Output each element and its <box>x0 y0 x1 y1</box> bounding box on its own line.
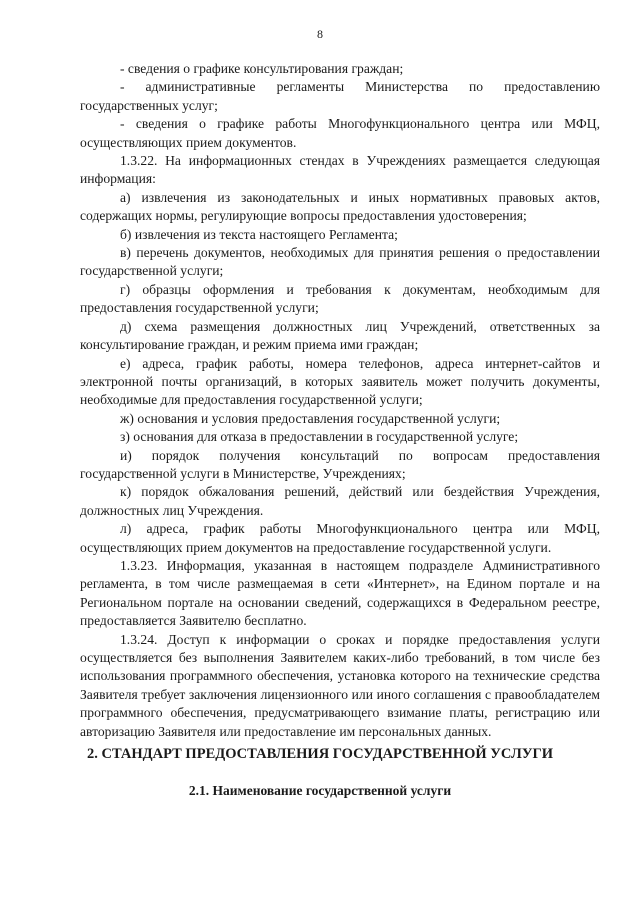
page-number: 8 <box>317 27 323 41</box>
item-k: к) порядок обжалования решений, действий или бездействия Учреждения, должностных лиц Учреждения. <box>80 484 600 518</box>
section-heading: 2. СТАНДАРТ ПРЕДОСТАВЛЕНИЯ ГОСУДАРСТВЕННОЙ УСЛУГИ <box>86 746 553 762</box>
list-item-admin-regulations: - административные регламенты Министерства по предоставлению государственных услуг; <box>80 79 600 113</box>
item-a: а) извлечения из законодательных и иных нормативных правовых актов, содержащих нормы, регулирующие вопросы предоставления удостоверения; <box>80 189 600 224</box>
document-body <box>80 60 600 741</box>
clause-1-3-24: 1.3.24. Доступ к информации о сроках и порядке предоставления услуги осуществляется без выполнения Заявителем каких-либо требований, в том числе без использования программного обеспечения, установка которого на технические средства Заявителя требует заключения лицензионного или иного соглашения с правообладателем программного обеспечения, предусматривающего взимание платы, регистрацию или авторизацию Заявителя или предоставление им персональных данных. <box>80 631 600 739</box>
item-i: и) порядок получения консультаций по вопросам предоставления государственной услуги в Министерстве, Учреждениях; <box>80 447 600 481</box>
subsection-heading: 2.1. Наименование государственной услуги <box>188 783 452 798</box>
item-zh: ж) основания и условия предоставления государственной услуги; <box>120 410 501 426</box>
item-d: д) схема размещения должностных лиц Учреждений, ответственных за консультирование граждан, и режим приема ими граждан; <box>80 318 600 353</box>
clause-1-3-23: 1.3.23. Информация, указанная в настоящем подразделе Административного регламента, в том числе размещаемая в сети «Интернет», на Едином портале и на Региональном портале на основании сведений, содержащихся в Федеральном реестре, предоставляется Заявителю бесплатно. <box>80 557 600 629</box>
item-g: г) образцы оформления и требования к документам, необходимым для предоставления государственной услуги; <box>80 281 600 316</box>
item-l: л) адреса, график работы Многофункционального центра или МФЦ, осуществляющих прием документов на предоставление государственной услуги. <box>80 521 600 555</box>
clause-1-3-22: 1.3.22. На информационных стендах в Учреждениях размещается следующая информация: <box>80 153 600 187</box>
list-item-consultation-schedule: - сведения о графике консультирования граждан; <box>120 61 404 76</box>
list-item-mfc-schedule: - сведения о графике работы Многофункционального центра или МФЦ, осуществляющих прием документов. <box>80 116 600 150</box>
item-e: е) адреса, график работы, номера телефонов, адреса интернет-сайтов и электронной почты организаций, в которых заявитель может получить документы, необходимые для предоставления государственной услуги; <box>80 355 600 408</box>
item-b: б) извлечения из текста настоящего Регламента; <box>120 226 398 242</box>
item-z: з) основания для отказа в предоставлении в государственной услуге; <box>120 429 519 445</box>
item-v: в) перечень документов, необходимых для принятия решения о предоставлении государственной услуги; <box>80 245 600 279</box>
